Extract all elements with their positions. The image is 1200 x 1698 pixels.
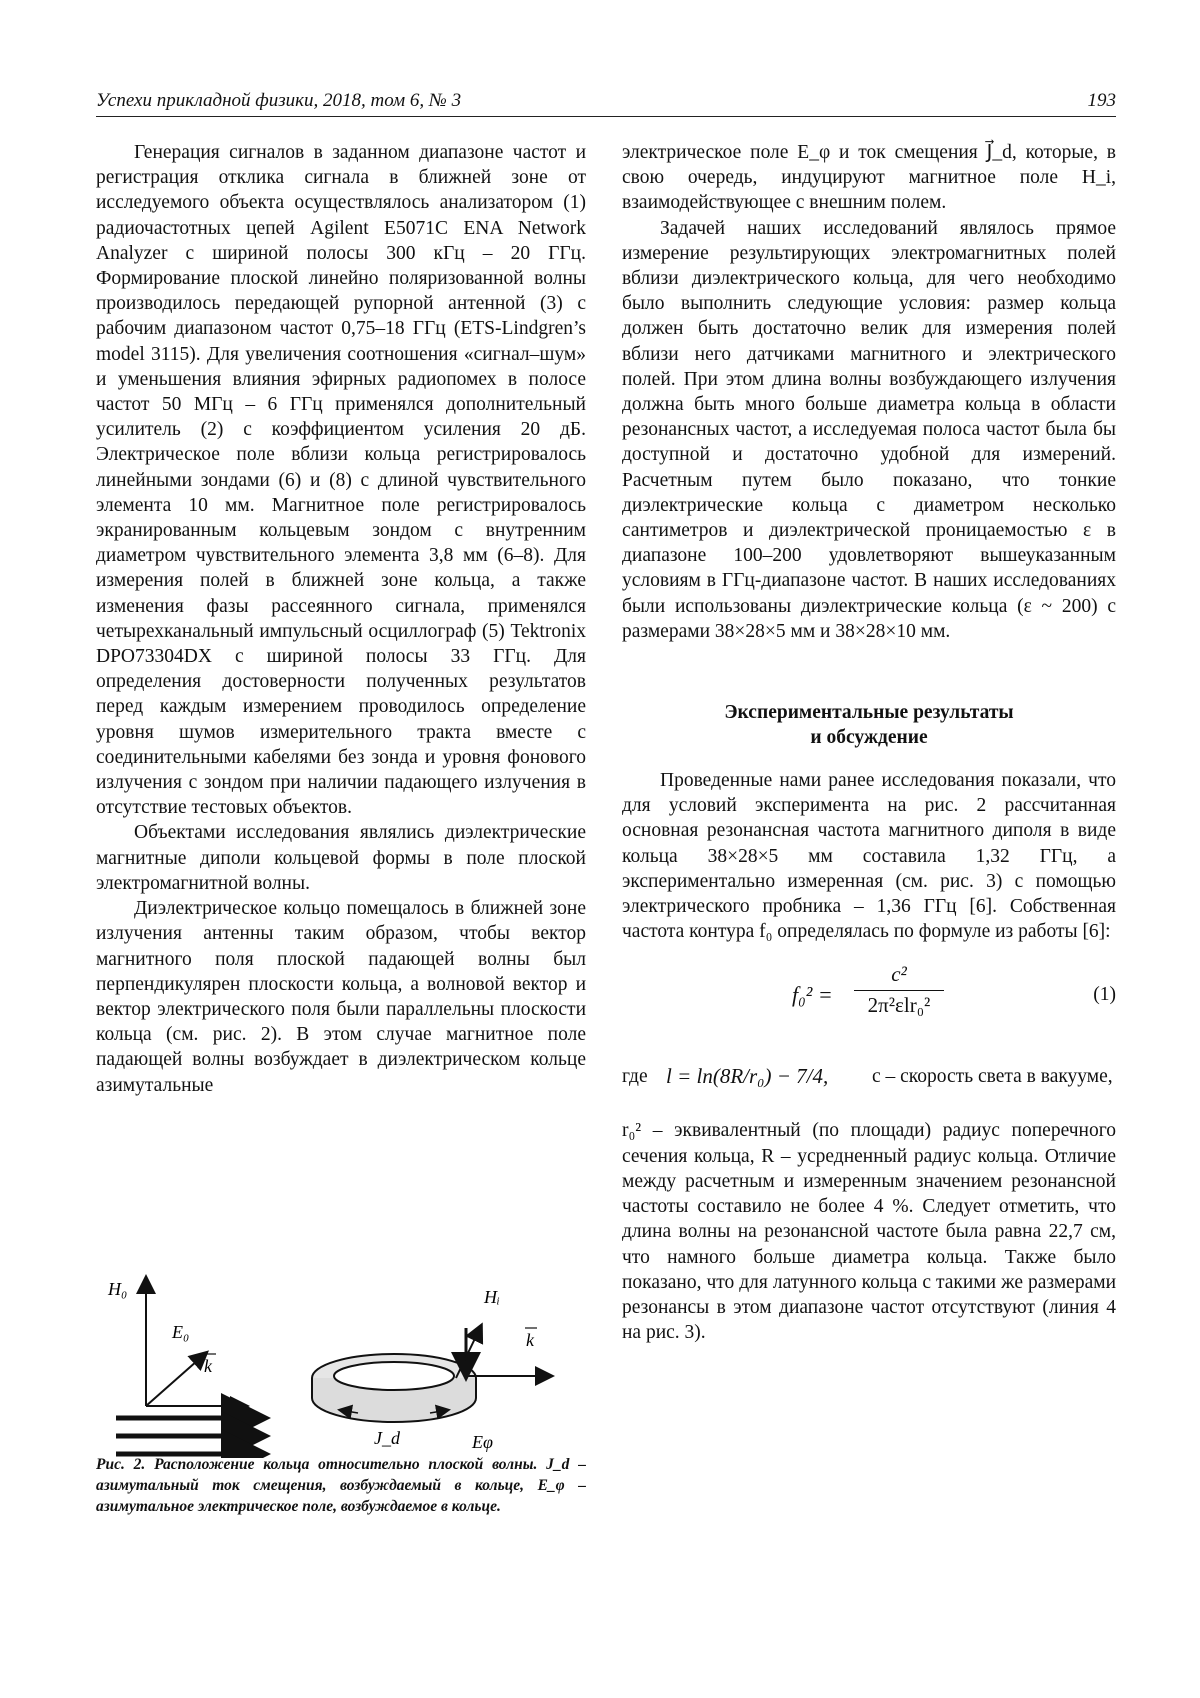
paragraph: Задачей наших исследований являлось прямое измерение результирующих электромагнитных полей вблизи диэлектрического кольца, для чего необходимо было выполнить следующие условия: размер кольца должен быть достаточно велик для измерения полей вблизи него датчиками магнитного и электрического полей. При этом длина волны возбуждающего излучения должна быть много больше диаметра кольца в области резонансных частот, а исследуемая полоса частот была бы доступной и достаточно удобной для измерений. Расчетным путем было показано, что тонкие диэлектрические кольца с диаметром несколько сантиметров и диэлектрической проницаемостью ε в диапазоне 100–200 удовлетворяют вышеуказанным условиям в ГГц-диапазоне частот. В наших исследованиях были использованы диэлектрические кольца (ε ~ 200) с размерами 38×28×5 мм и 38×28×10 мм. — [622, 217, 1116, 642]
figure-caption: Рис. 2. Расположение кольца относительно плоской волны. J_d – азимутальный ток смещения, возбуждаемый в кольце, E_φ – азимутальное электрическое поле, возбуждаемое в кольце. — [96, 1456, 586, 1515]
formula-fraction — [854, 962, 944, 1017]
hi-label: Hᵢ — [484, 1287, 500, 1307]
figure-2 — [96, 1268, 586, 1468]
page-number: 193 — [1087, 90, 1116, 111]
h0-label: H₀ — [108, 1279, 128, 1299]
left-column — [96, 140, 586, 1098]
jd-label: J_d — [374, 1428, 400, 1448]
paragraph: Проведенные нами ранее исследования показали, что для условий эксперимента на рис. 2 рассчитанная основная резонансная частота магнитного диполя в виде кольца 38×28×5 мм составила 1,32 ГГц, а экспериментально измеренная (см. рис. 3) с помощью электрического пробника – 1,36 ГГц [6]. Собственная частота контура f₀ определялась по формуле из работы [6]: — [622, 770, 1116, 943]
formula-1 — [622, 962, 1116, 1034]
where-rest: c – скорость света в вакууме, — [872, 1066, 1113, 1088]
formula-lhs: f₀² = — [792, 982, 833, 1008]
where-expression: l = ln(8R/r₀) − 7/4, — [666, 1064, 829, 1089]
paragraph: электрическое поле E_φ и ток смещения J⃗_d, которые, в свою очередь, индуцируют магнитное поле H_i, взаимодействующее с внешним полем. — [622, 142, 1116, 214]
ring-inner — [334, 1362, 454, 1390]
right-column — [622, 140, 1116, 1345]
section-heading-line1: Экспериментальные результаты — [724, 702, 1014, 724]
ephi-label: Eφ — [472, 1432, 493, 1452]
section-heading-line2: и обсуждение — [810, 727, 928, 749]
e0-label: E₀ — [172, 1322, 190, 1342]
section-heading — [622, 700, 1116, 750]
paragraph: Объектами исследования являлись диэлектрические магнитные диполи кольцевой формы в поле плоской электромагнитной волны. — [96, 822, 586, 894]
figure-2-diagram — [96, 1268, 586, 1458]
equation-number: (1) — [1093, 984, 1116, 1006]
paragraph: Генерация сигналов в заданном диапазоне частот и регистрация отклика сигнала в ближней зоне от исследуемого объекта осуществлялось анализатором (1) радиочастотных цепей Agilent E5071C ENA Network Analyzer с шириной полосы 300 кГц – 20 ГГц. Формирование плоской линейно поляризованной волны производилось передающей рупорной антенной (3) с рабочим диапазоном частот 0,75–18 ГГц (ETS-Lindgren’s model 3115). Для увеличения соотношения «сигнал–шум» и уменьшения влияния эфирных радиопомех в полосе частот 50 МГц – 6 ГГц применялся дополнительный усилитель (2) с коэффициентом усиления 20 дБ. Электрическое поле вблизи кольца регистрировалось линейными зондами (6) и (8) с длиной чувствительного элемента 10 мм. Магнитное поле регистрировалось экранированным кольцевым зондом с внутренним диаметром чувствительного элемента 3,8 мм (6–8). Для измерения полей в ближней зоне кольца, а также изменения фазы рассеянного сигнала, применялся четырехканальный импульсный осциллограф (5) Tektronix DPO73304DX с шириной полосы 33 ГГц. Для определения достоверности полученных результатов перед каждым измерением проводилось определение уровня шумов измерительного тракта вместе с соединительными кабелями без зонда и уровня фонового излучения с зондом при наличии падающего излучения в отсутствие тестовых объектов. — [96, 142, 586, 819]
where-label: где — [622, 1066, 648, 1088]
paragraph: Диэлектрическое кольцо помещалось в ближней зоне излучения антенны таким образом, чтобы вектор магнитного поля плоской падающей волны был перпендикулярен плоскости кольца, а волновой вектор и вектор электрического поля были параллельны плоскости кольца (см. рис. 2). В этом случае магнитное поле падающей волны возбуждает в диэлектрическом кольце азимутальные — [96, 898, 586, 1096]
running-head — [96, 86, 1116, 117]
journal-title: Успехи прикладной физики, 2018, том 6, № 3 — [96, 90, 462, 111]
k2-label: k — [526, 1330, 534, 1350]
formula-numerator: c² — [854, 962, 944, 990]
e0-arrow — [146, 1353, 206, 1406]
formula-definition — [622, 1048, 1116, 1104]
k-label: k — [204, 1356, 212, 1376]
formula-denominator: 2π²εlr₀² — [867, 992, 931, 1017]
paragraph: r₀² – эквивалентный (по площади) радиус поперечного сечения кольца, R – усредненный радиус кольца. Отличие между расчетным и измеренным значением резонансной частоты составило не более 4 %. Следует отметить, что длина волны на резонансной частоте была равна 22,7 см, что намного больше диаметра кольца. Также было показано, что для латунного кольца с такими же размерами резонансы в этом диапазоне частот отсутствуют (линия 4 на рис. 3). — [622, 1120, 1116, 1344]
